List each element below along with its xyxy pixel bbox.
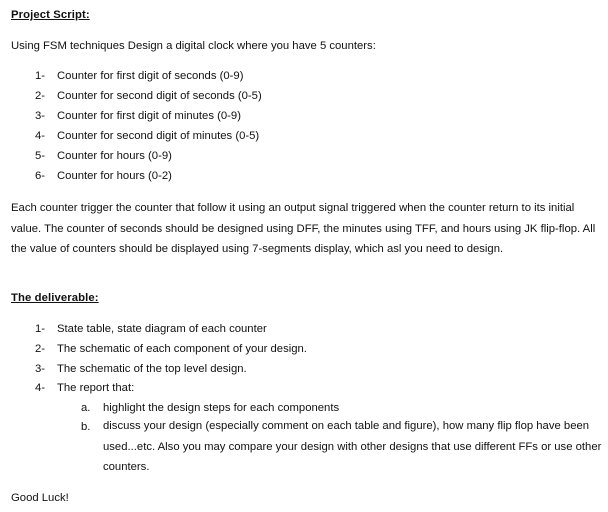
- closing-text: Good Luck!: [11, 492, 69, 504]
- list-number: 3-: [35, 110, 46, 122]
- list-number: 6-: [35, 170, 46, 182]
- list-number: 4-: [35, 130, 46, 142]
- list-number: 1-: [35, 70, 46, 82]
- intro-text: Using FSM techniques Design a digital clock where you have 5 counters:: [11, 40, 376, 52]
- list-item-text: Counter for first digit of minutes (0-9): [57, 110, 241, 122]
- list-number: 3-: [35, 363, 46, 375]
- list-item-text: Counter for second digit of seconds (0-5): [57, 90, 262, 102]
- list-item-text: Counter for second digit of minutes (0-5): [57, 130, 260, 142]
- list-item-text: State table, state diagram of each counter: [57, 323, 267, 335]
- project-script-heading: Project Script:: [11, 9, 90, 21]
- list-item-text: The report that:: [57, 382, 135, 394]
- list-item-text: Counter for hours (0-2): [57, 170, 172, 182]
- list-number: 1-: [35, 323, 46, 335]
- list-item-text: Counter for hours (0-9): [57, 150, 172, 162]
- list-item-text: discuss your design (especially comment on each table and figure), how many flip flop have been used...etc. Also you may compare your design with other designs that use different FFs or use other counters.: [103, 420, 602, 473]
- list-number: 5-: [35, 150, 46, 162]
- list-item-text: The schematic of the top level design.: [57, 363, 247, 375]
- list-number: 4-: [35, 382, 46, 394]
- description-paragraph: Each counter trigger the counter that follow it using an output signal triggered when the counter return to its initial value. The counter of seconds should be designed using DFF, the minutes using TFF, and hours using JK flip-flop. All the value of counters should be displayed using 7-segments display, which asl you need to design.: [11, 202, 596, 255]
- list-letter: a.: [81, 402, 91, 414]
- list-item-text: Counter for first digit of seconds (0-9): [57, 70, 244, 82]
- list-item-text: The schematic of each component of your design.: [57, 343, 307, 355]
- list-item-text: highlight the design steps for each components: [103, 402, 340, 414]
- list-letter: b.: [81, 421, 91, 433]
- list-number: 2-: [35, 90, 46, 102]
- deliverable-heading: The deliverable:: [11, 292, 99, 304]
- list-number: 2-: [35, 343, 46, 355]
